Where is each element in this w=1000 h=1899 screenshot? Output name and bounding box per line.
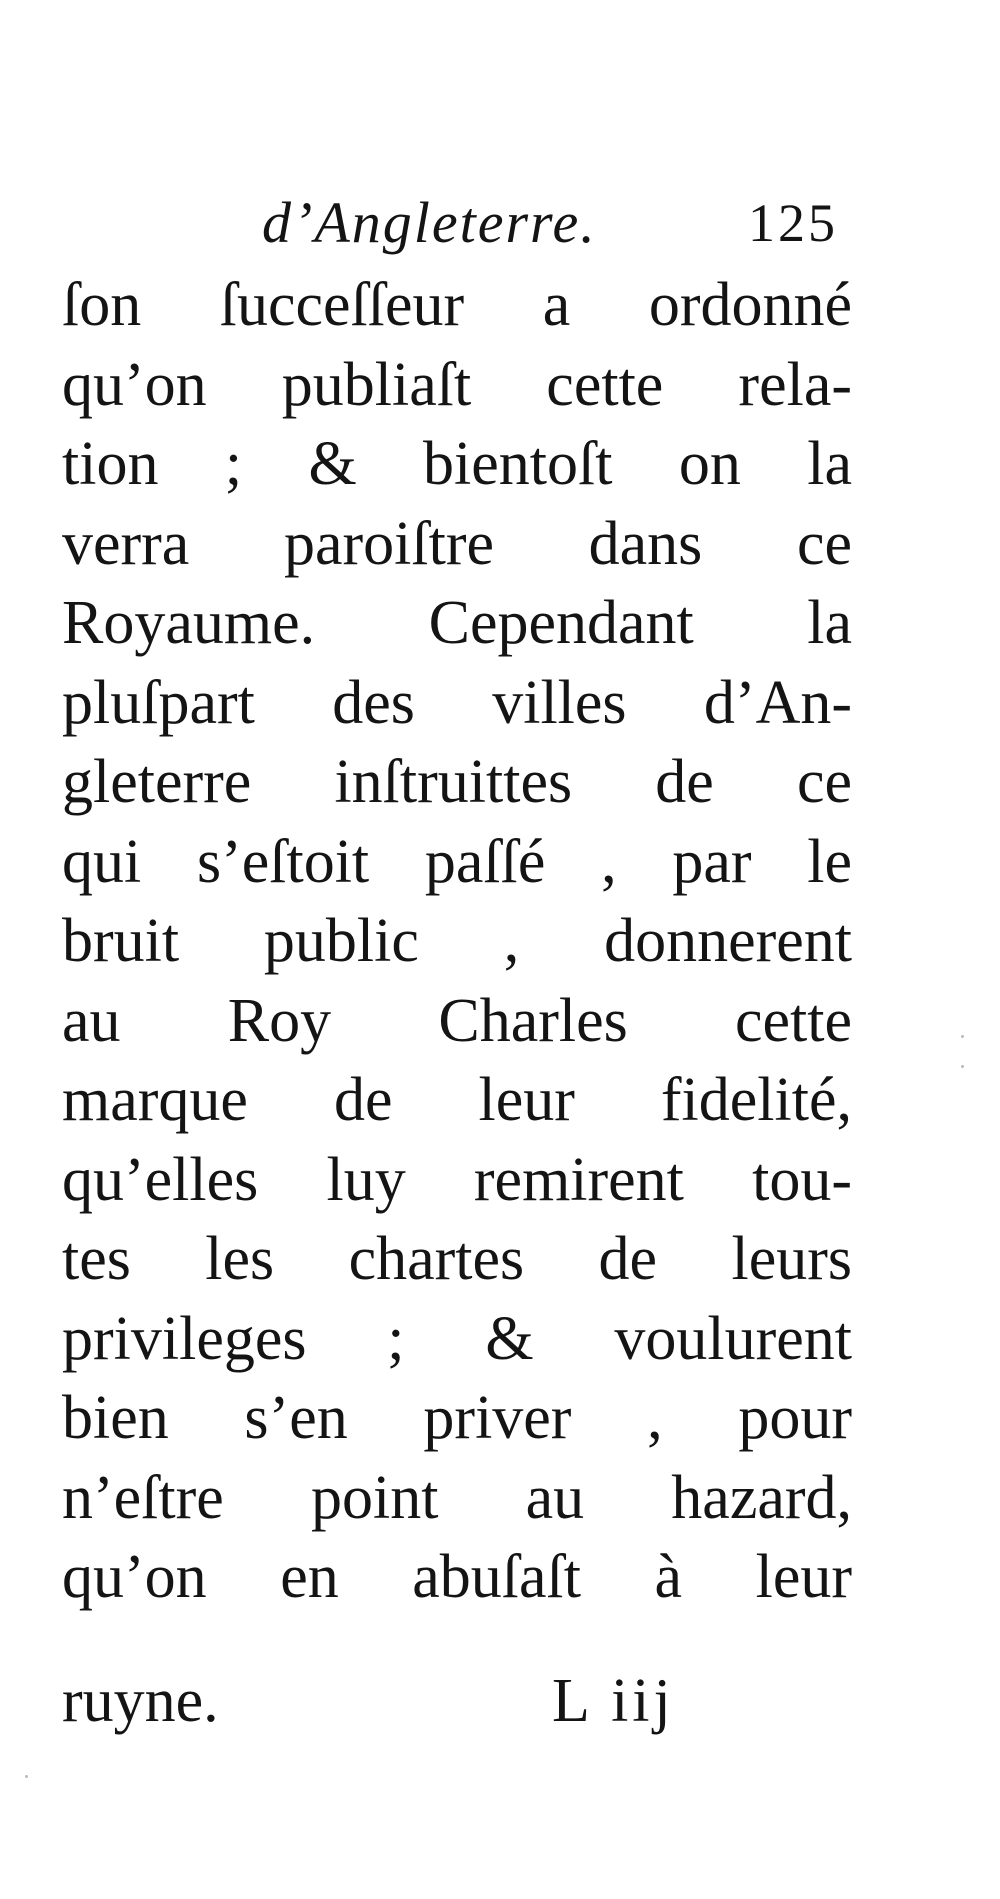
text-line: bruit public , donnerent	[62, 907, 852, 975]
text-line: n’eſtre point au hazard,	[62, 1463, 852, 1532]
text-line: qu’on publiaſt cette rela-	[62, 350, 852, 419]
text-line: marque de leur fidelité,	[62, 1066, 852, 1134]
text-line: qui s’eſtoit paſſé , par le	[62, 827, 852, 896]
text-line: verra paroiſtre dans ce	[62, 509, 852, 578]
text-line: au Roy Charles cette	[62, 986, 852, 1055]
body-text	[62, 266, 852, 1618]
text-line: qu’elles luy remirent tou-	[62, 1145, 852, 1214]
text-line: bien s’en priver , pour	[62, 1384, 852, 1452]
text-line: gleterre inſtruittes de ce	[62, 748, 852, 816]
text-line: qu’on en abuſaſt à leur	[62, 1543, 852, 1611]
page-footer	[62, 1661, 852, 1741]
running-head: d’Angleterre.	[262, 190, 597, 255]
text-line: pluſpart des villes d’An-	[62, 668, 852, 737]
page-header	[0, 188, 1000, 268]
page-number: 125	[748, 193, 838, 253]
text-line: privileges ; & voulurent	[62, 1304, 852, 1373]
text-line: tes les chartes de leurs	[62, 1225, 852, 1293]
signature-mark: L iij	[552, 1667, 675, 1735]
text-line: Royaume. Cependant la	[62, 589, 852, 657]
text-line: tion ; & bientoſt on la	[62, 430, 852, 498]
paper-speck	[25, 1775, 28, 1778]
paper-speck	[961, 1035, 964, 1038]
text-line: ſon ſucceſſeur a ordonné	[62, 271, 852, 339]
last-word: ruyne.	[62, 1667, 219, 1735]
paper-speck	[961, 1065, 964, 1068]
